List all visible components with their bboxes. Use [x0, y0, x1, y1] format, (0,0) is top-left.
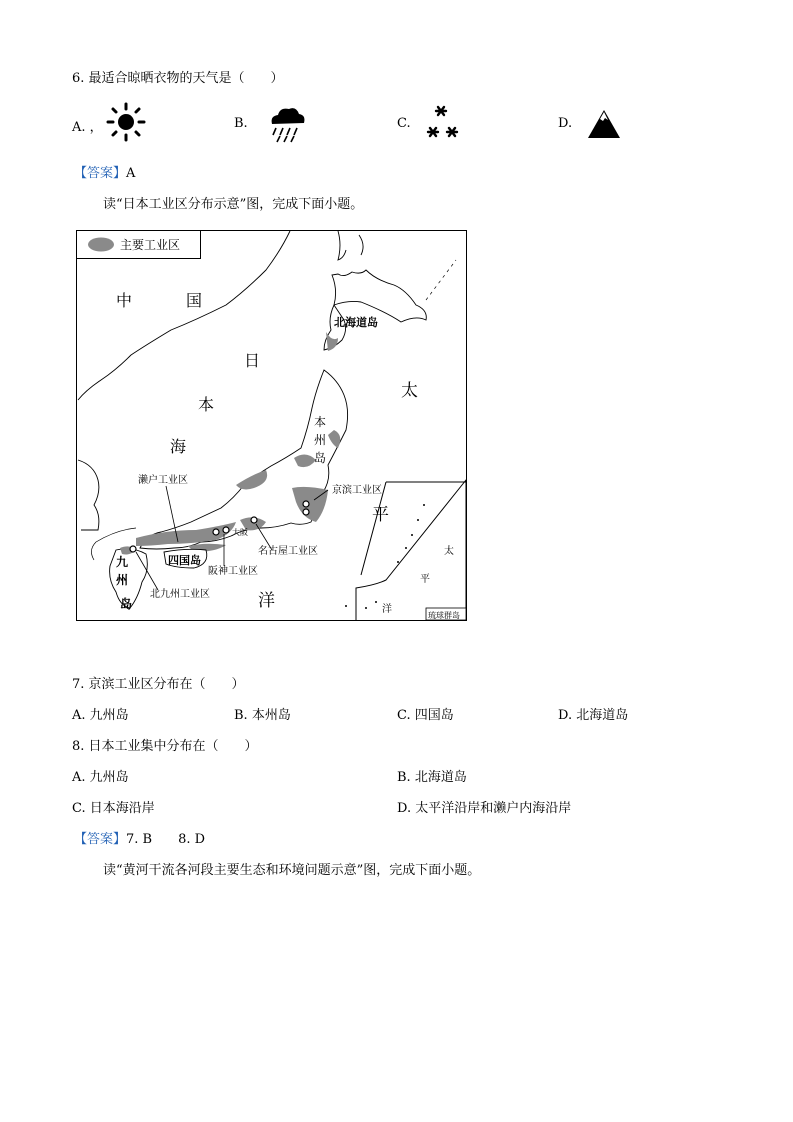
map-label: 濑户工业区 — [138, 475, 188, 486]
option-a-label: A. ， — [72, 120, 103, 135]
map-label: 本 — [198, 395, 215, 414]
japan-industrial-map — [76, 230, 467, 621]
map-label: 北海道岛 — [334, 316, 378, 329]
question-6-stem: 6. 最适合晾晒衣物的天气是（ ） — [72, 71, 284, 86]
option-b-label: B. — [234, 116, 248, 131]
map-label: 北九州工业区 — [150, 589, 210, 600]
q8-option-b: B. 北海道岛 — [397, 770, 467, 785]
map-label: 京滨工业区 — [332, 485, 382, 496]
question-8-stem: 8. 日本工业集中分布在（ ） — [72, 739, 258, 754]
map-label: 平 — [372, 505, 389, 525]
map-label: 大阪 — [232, 528, 248, 537]
map-label: 日 — [244, 351, 261, 370]
answer-7-8 — [74, 828, 205, 847]
map-label: 名古屋工业区 — [258, 546, 318, 557]
snow-icon — [424, 104, 462, 142]
map-label: 本 — [314, 415, 327, 429]
map-label: 国 — [186, 291, 203, 310]
map-label: 中 — [116, 291, 133, 310]
map-label: 州 — [314, 433, 327, 447]
q8-option-d: D. 太平洋沿岸和濑户内海沿岸 — [397, 801, 572, 816]
map-label: 四国岛 — [168, 554, 201, 567]
answer-tag: 【答案】 — [74, 832, 127, 847]
map-label: 平 — [420, 574, 430, 585]
sun-icon — [105, 102, 147, 142]
q7-option-b: B. 本州岛 — [234, 708, 291, 723]
q7-option-a: A. 九州岛 — [72, 708, 129, 723]
map-label: 太 — [401, 381, 418, 401]
map-label: 太 — [444, 546, 454, 557]
q7-option-c: C. 四国岛 — [397, 708, 454, 723]
answer-tag: 【答案】 — [74, 166, 127, 181]
map-label: 洋 — [382, 604, 392, 615]
answer-6 — [74, 162, 135, 181]
q7-option-d: D. 北海道岛 — [558, 708, 629, 723]
map-label: 洋 — [258, 591, 275, 611]
answer-value: 7. B 8. D — [126, 832, 206, 847]
legend-label: 主要工业区 — [120, 238, 181, 252]
mountain-icon — [586, 108, 622, 140]
map-label: 阪神工业区 — [208, 566, 258, 577]
map-label: 九 — [116, 555, 129, 569]
map-label: 州 — [116, 573, 129, 587]
q8-option-a: A. 九州岛 — [72, 770, 129, 785]
rain-cloud-icon — [266, 104, 308, 144]
q8-option-c: C. 日本海沿岸 — [72, 801, 155, 816]
map-legend — [77, 231, 201, 259]
intro-yellow-river: 读“黄河干流各河段主要生态和环境问题示意”图，完成下面小题。 — [103, 863, 481, 878]
option-c-label: C. — [397, 116, 411, 131]
map-label: 琉球群岛 — [428, 611, 460, 620]
map-label: 岛 — [314, 451, 327, 465]
option-d-label: D. — [558, 116, 573, 131]
question-7-stem: 7. 京滨工业区分布在（ ） — [72, 677, 245, 692]
map-label: 岛 — [120, 597, 133, 611]
map-label: 海 — [170, 437, 187, 456]
answer-value: A — [126, 166, 136, 181]
intro-map: 读“日本工业区分布示意”图，完成下面小题。 — [103, 197, 364, 212]
